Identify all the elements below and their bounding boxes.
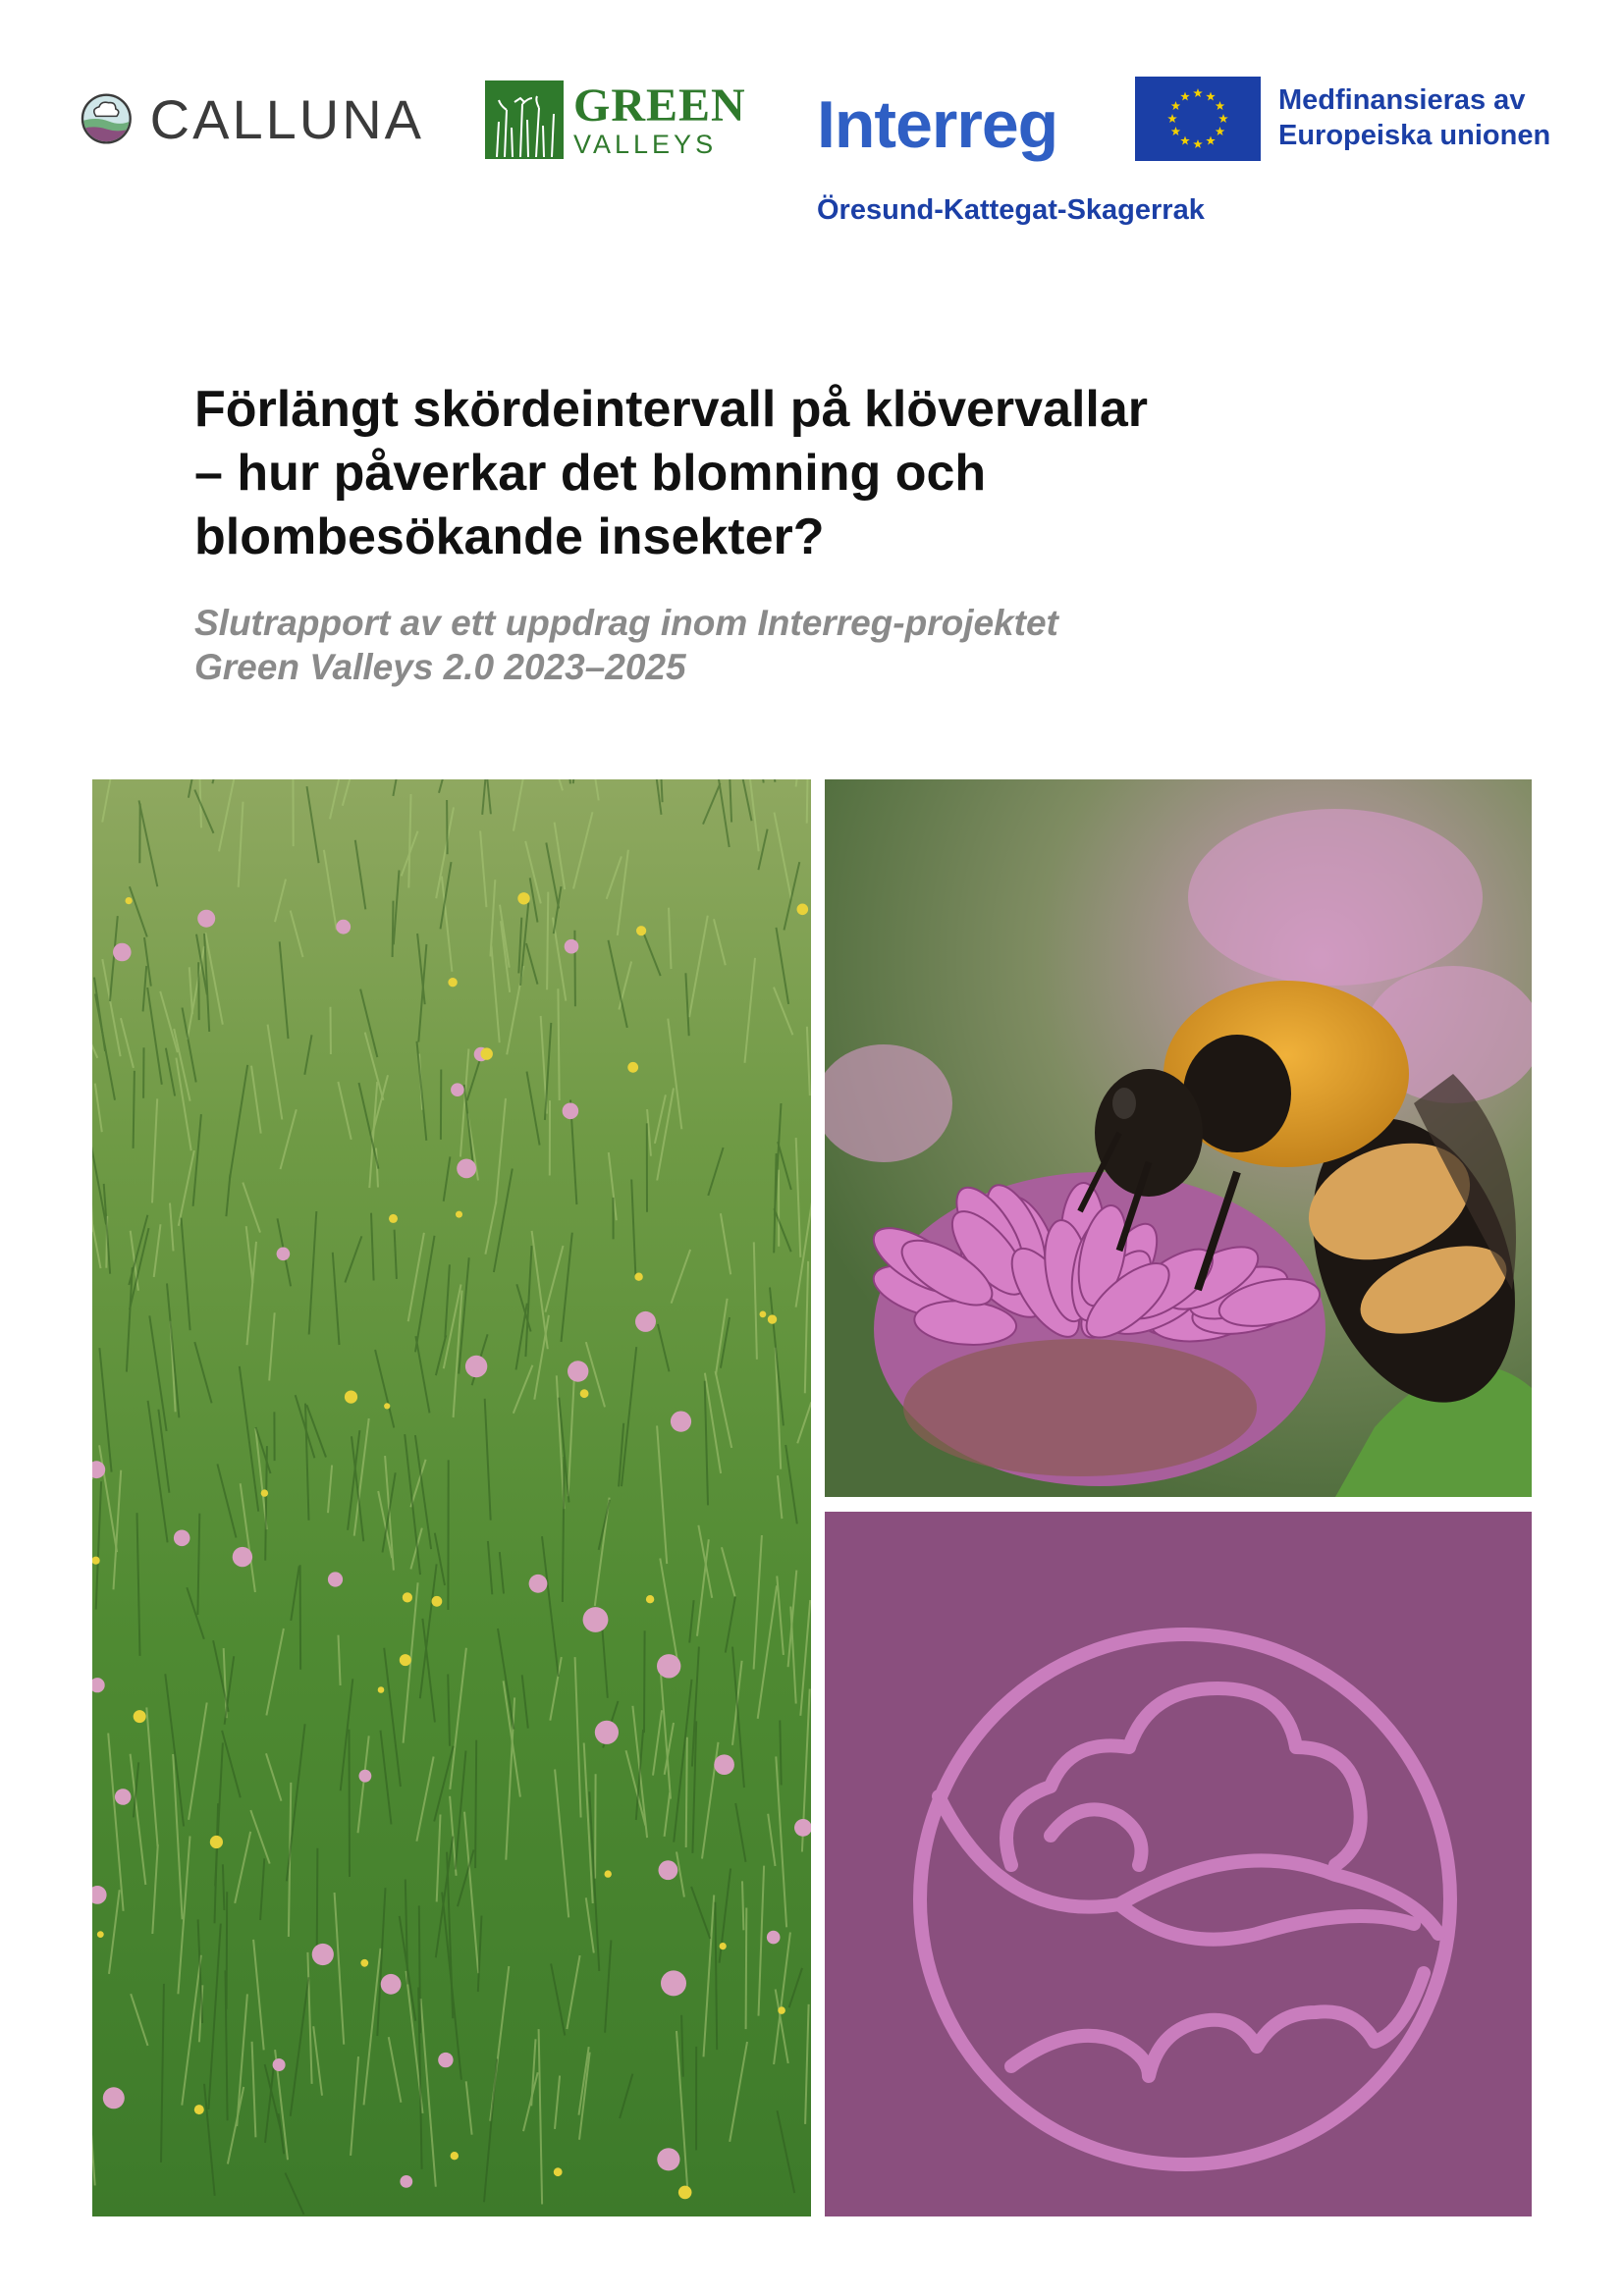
bumblebee-on-clover-photo: [825, 779, 1532, 1497]
eu-cofunding-text: [1278, 82, 1550, 153]
green-valleys-icon: [485, 80, 564, 159]
green-valleys-title: GREEN: [573, 79, 746, 132]
calluna-emblem-icon: [825, 1512, 1532, 2216]
eu-line-2: Europeiska unionen: [1278, 120, 1551, 151]
calluna-emblem-panel: [825, 1512, 1532, 2216]
calluna-logo-icon: [81, 77, 133, 161]
report-title: [194, 378, 1353, 569]
eu-line-1: Medfinansieras av: [1278, 84, 1526, 116]
interreg-logo: Interreg: [817, 87, 1058, 162]
title-line-3: blombesökande insekter?: [194, 508, 825, 565]
report-subtitle: [194, 601, 1373, 689]
title-line-2: – hur påverkar det blomning och: [194, 445, 987, 502]
subtitle-line-1: Slutrapport av ett uppdrag inom Interreg-projektet: [194, 603, 1058, 643]
meadow-photo: [92, 779, 811, 2216]
program-name: Öresund-Kattegat-Skagerrak: [817, 194, 1205, 226]
calluna-wordmark: CALLUNA: [149, 87, 424, 150]
title-line-1: Förlängt skördeintervall på klövervallar: [194, 381, 1149, 438]
green-valleys-logo: [485, 80, 760, 159]
subtitle-line-2: Green Valleys 2.0 2023–2025: [194, 647, 686, 687]
calluna-logo: [81, 75, 424, 163]
eu-flag-icon: [1135, 77, 1261, 161]
green-valleys-subtitle: VALLEYS: [573, 129, 718, 159]
